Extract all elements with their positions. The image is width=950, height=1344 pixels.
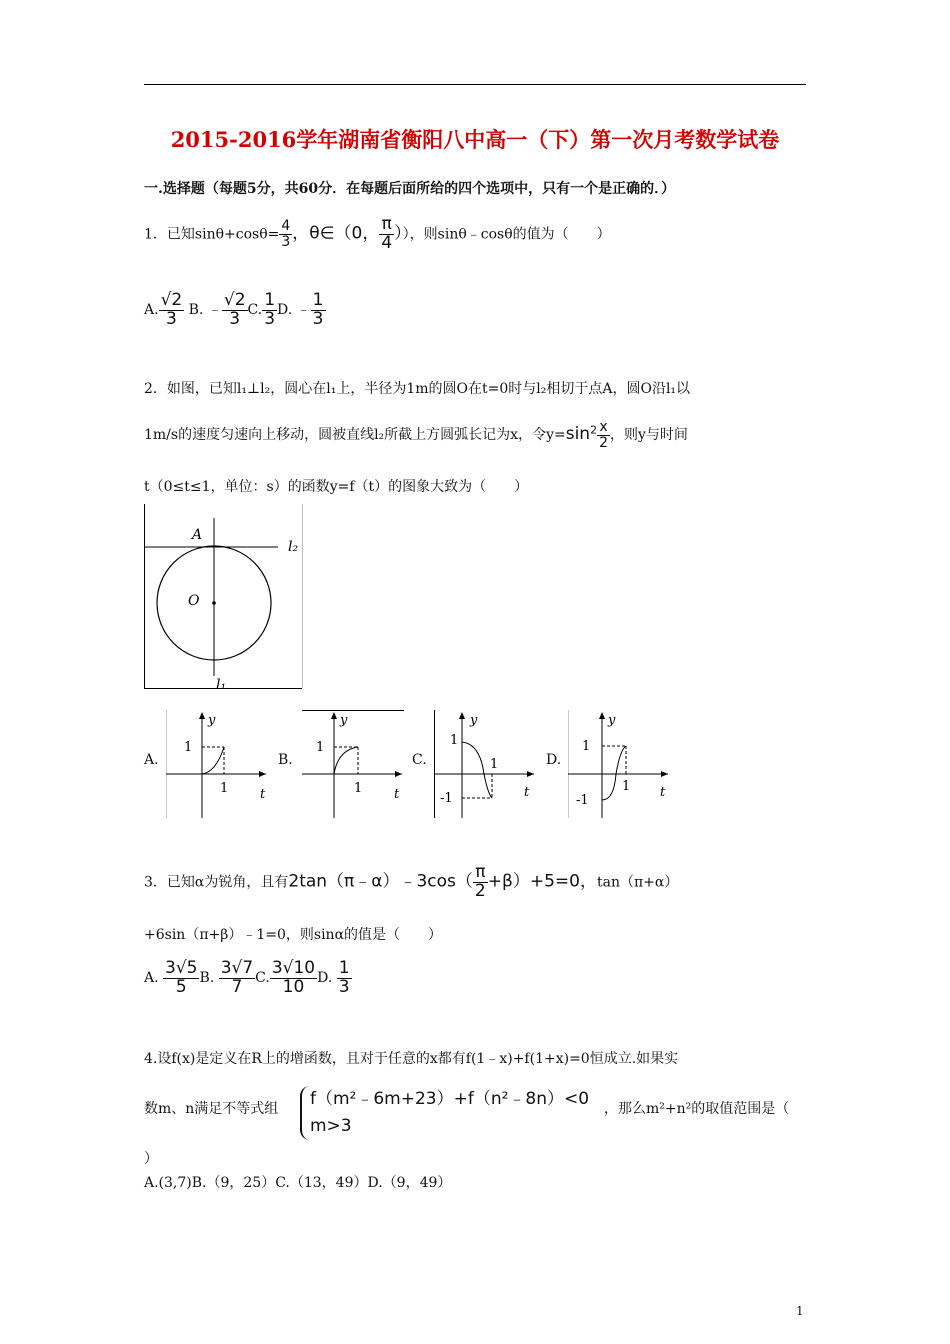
q4-line-1: 4.设f(x)是定义在R上的增函数，且对于任意的x都有f(1﹣x)+f(1+x)=0恒成立.如果实 bbox=[144, 1051, 679, 1067]
svg-text:y: y bbox=[608, 713, 616, 728]
q2-graph-a bbox=[166, 710, 270, 818]
q4-system-line-2: m>3 bbox=[310, 1116, 352, 1136]
label-l2: l₂ bbox=[288, 539, 299, 555]
q4-close-paren: ） bbox=[144, 1151, 158, 1167]
q1-options bbox=[144, 292, 326, 329]
svg-text:-1: -1 bbox=[576, 793, 589, 808]
svg-text:-1: -1 bbox=[440, 791, 453, 806]
svg-text:1: 1 bbox=[316, 740, 325, 755]
svg-text:1: 1 bbox=[582, 739, 591, 754]
svg-text:t: t bbox=[260, 787, 266, 802]
q3-equation: 2tan（π﹣α）﹣3cos（ bbox=[288, 871, 473, 892]
q1-pre: 已知sinθ+cosθ= bbox=[166, 226, 280, 243]
q3-line-1: 3．已知α为锐角，且有2tan（π﹣α）﹣3cos（ $\frac{\pi}{2}$ +β）+5=0，tan（π+α） bbox=[144, 862, 679, 901]
svg-text:1: 1 bbox=[220, 781, 229, 796]
svg-text:t: t bbox=[524, 785, 530, 800]
q1-option-b: B. ﹣ $\frac{√2}{3}$ bbox=[188, 290, 246, 329]
svg-text:y: y bbox=[470, 713, 478, 728]
svg-text:1: 1 bbox=[354, 781, 363, 796]
svg-text:y: y bbox=[208, 713, 216, 728]
q2-graph-d-label: D. bbox=[546, 752, 562, 768]
q3-option-b: B. $\frac{3√7}{7}$ bbox=[199, 958, 254, 997]
q4-line-2-post: ，那么m²+n²的取值范围是（ bbox=[604, 1101, 790, 1117]
q1-mid: ，θ∈（0， bbox=[292, 223, 380, 244]
svg-text:1: 1 bbox=[490, 757, 499, 772]
q4-system-line-1: f（m²﹣6m+23）+f（n²﹣8n）<0 bbox=[310, 1089, 590, 1109]
svg-text:y: y bbox=[340, 713, 348, 728]
q2-graph-b bbox=[302, 710, 406, 818]
q2-line-2: 1m/s的速度匀速向上移动，圆被直线l₂所截上方圆弧长记为x，令$y=\sin^2$ $\frac{x}{2}$ ，则y与时间 bbox=[144, 419, 688, 451]
q2-line-1: 2．如图，已知l₁⊥l₂，圆心在l₁上，半径为1m的圆O在t=0时与l₂相切于点A，圆O沿l₁以 bbox=[144, 381, 691, 397]
exam-title: 2015-2016学年湖南省衡阳八中高一（下）第一次月考数学试卷 bbox=[170, 127, 780, 152]
svg-text:t: t bbox=[394, 787, 400, 802]
top-rule bbox=[144, 84, 806, 85]
q4-options: A.(3,7)B.（9，25）C.（13，49）D.（9，49） bbox=[144, 1175, 452, 1191]
q1-option-d: D. ﹣ $\frac{1}{3}$ bbox=[277, 290, 324, 329]
q1-option-a: A. $\frac{√2}{3}$ bbox=[144, 290, 183, 329]
q2-graph-d bbox=[568, 710, 672, 818]
q1-post: ），则sinθ﹣cosθ的值为（ ） bbox=[402, 226, 611, 243]
q1-post-paren: ） bbox=[394, 223, 403, 244]
q4-inequality-system bbox=[300, 1086, 589, 1140]
q2-graph-c bbox=[434, 710, 538, 818]
label-l1: l₁ bbox=[216, 677, 227, 690]
q4-line-2-pre: 数m、n满足不等式组 bbox=[144, 1101, 279, 1117]
svg-text:1: 1 bbox=[184, 740, 193, 755]
q3-option-a: A. $\frac{3√5}{5}$ bbox=[144, 958, 198, 997]
page-number: 1 bbox=[796, 1304, 804, 1318]
q2-frac: $\frac{x}{2}$ bbox=[599, 419, 608, 451]
svg-text:1: 1 bbox=[450, 733, 459, 748]
q3-frac: $\frac{\pi}{2}$ bbox=[474, 862, 486, 901]
q2-sin: sin bbox=[565, 424, 591, 445]
q1-number: 1． bbox=[144, 226, 167, 243]
q1-option-c: C. $\frac{1}{3}$ bbox=[247, 290, 276, 329]
q2-circle-figure bbox=[144, 504, 304, 690]
svg-text:1: 1 bbox=[622, 779, 631, 794]
q2-graph-b-label: B. bbox=[278, 752, 293, 768]
q2-graph-a-label: A. bbox=[144, 752, 159, 768]
label-o: O bbox=[188, 593, 200, 609]
q2-line-3: t（0≤t≤1，单位：s）的函数y=f（t）的图象大致为（ ） bbox=[144, 479, 529, 495]
q3-line-2: +6sin（π+β）﹣1=0，则sinα的值是（ ） bbox=[144, 927, 443, 943]
svg-text:t: t bbox=[660, 785, 666, 800]
q3-option-c: C. $\frac{3√10}{10}$ bbox=[255, 958, 316, 997]
q1-frac-1: $\frac{4}{3}$ bbox=[281, 218, 291, 250]
q2-graph-c-label: C. bbox=[412, 752, 427, 768]
q1-frac-2: $\frac{\pi}{4}$ bbox=[381, 214, 393, 253]
question-1 bbox=[144, 216, 611, 253]
q3-option-d: D. $\frac{1}{3}$ bbox=[317, 958, 350, 997]
label-a: A bbox=[192, 527, 203, 543]
q3-options bbox=[144, 960, 352, 997]
section-heading: 一.选择题（每题5分，共60分．在每题后面所给的四个选项中，只有一个是正确的．） bbox=[144, 181, 676, 197]
